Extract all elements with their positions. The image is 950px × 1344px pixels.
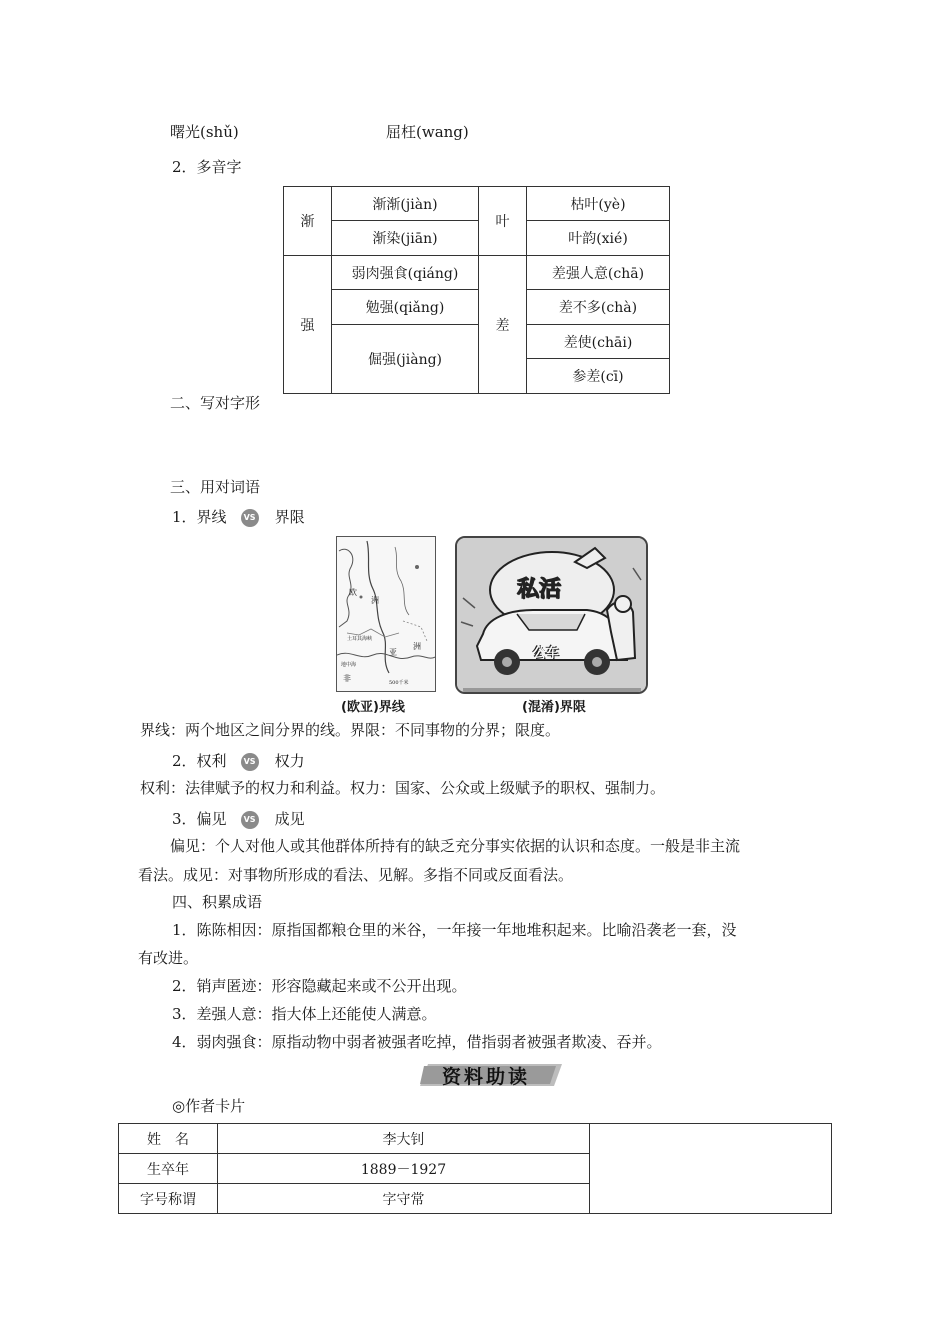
vs-icon: VS [241,509,259,527]
pair-1-b: 界限 [274,508,305,526]
definition-1: 界线：两个地区之间分界的线。界限：不同事物的分界；限度。 [140,721,561,739]
caption-cartoon: (混淆)界限 [522,700,586,715]
value-years: 1889－1927 [218,1154,590,1184]
map-label-europe: 欧 [349,588,357,597]
europe-asia-map-image [336,536,436,692]
map-label-dizhonghai: 地中海 [341,662,357,668]
definition-3-line-1: 偏见：个人对他人或其他群体所持有的缺乏充分事实依据的认识和态度。一般是非主流 [170,837,741,855]
idiom-3: 3．差强人意：指大体上还能使人满意。 [172,1005,437,1023]
map-label-tuerqi: 土耳其海峡 [347,636,373,642]
author-card-title: ◎作者卡片 [172,1097,246,1115]
idiom-1-line-1: 1．陈陈相因：原指国都粮仓里的米谷，一年接一年地堆积起来。比喻沿袭老一套，没 [172,921,737,939]
value-style: 字守常 [218,1184,590,1214]
portrait-cell [590,1124,832,1214]
map-label-ya: 亚 [389,648,397,657]
heading-idioms: 四、积累成语 [172,893,263,911]
section-polyphone-heading: 2．多音字 [172,158,242,176]
cell-jian-1: 渐渐(jiàn) [332,187,479,221]
cartoon-bag-text: 私活 [517,577,562,602]
map-label-scale: 500千米 [389,680,409,686]
reading-aid-banner [420,1060,562,1088]
pair-1-a: 界线 [196,508,227,526]
cell-qiang-1: 弱肉强食(qiáng) [332,256,479,290]
cell-jian-2: 渐染(jiān) [332,221,479,256]
map-label-zhou: 洲 [371,596,379,605]
idiom-4: 4．弱肉强食：原指动物中弱者被强者吃掉，借指弱者被强者欺凌、吞并。 [172,1033,662,1051]
label-style: 字号称谓 [119,1184,218,1214]
value-name: 李大钊 [218,1124,590,1154]
cartoon-car-text: 公车 [533,646,560,661]
cell-cha-4: 参差(cī) [527,359,670,394]
cell-cha-2: 差不多(chà) [527,290,670,325]
pair-1 [172,507,305,527]
char-cha: 差 [479,256,527,394]
cell-ye-1: 枯叶(yè) [527,187,670,221]
vs-icon: VS [241,811,259,829]
definition-2: 权利：法律赋予的权力和利益。权力：国家、公众或上级赋予的职权、强制力。 [140,779,666,797]
char-qiang: 强 [284,256,332,394]
cell-cha-1: 差强人意(chā) [527,256,670,290]
definition-3-line-2: 看法。成见：对事物所形成的看法、见解。多指不同或反面看法。 [138,866,574,884]
word-shuguang: 曙光(shǔ) [170,123,239,141]
banner-title: 资料助读 [442,1066,531,1088]
cell-qiang-3: 倔强(jiàng) [332,325,479,394]
cartoon-drawing [457,538,646,692]
idiom-1-line-2: 有改进。 [138,949,199,967]
author-card-table [118,1123,832,1214]
polyphone-table [283,186,670,394]
pair-2-a: 权利 [196,752,227,770]
cartoon-image [455,536,648,694]
pair-3-a: 偏见 [196,810,227,828]
char-ye: 叶 [479,187,527,256]
pair-1-num: 1． [172,508,197,526]
pair-2-num: 2． [172,752,197,770]
map-label-fei: 非 [343,674,351,683]
label-years: 生卒年 [119,1154,218,1184]
cell-ye-2: 叶韵(xié) [527,221,670,256]
word-quwang: 屈枉(wang) [386,123,469,141]
idiom-2: 2．销声匿迹：形容隐藏起来或不公开出现。 [172,977,467,995]
pair-2 [172,751,305,771]
cell-cha-3: 差使(chāi) [527,325,670,359]
label-name: 姓 名 [119,1124,218,1154]
pair-2-b: 权力 [274,752,305,770]
map-label-zhou2: 洲 [413,642,421,651]
cell-qiang-2: 勉强(qiǎng) [332,290,479,325]
char-jian: 渐 [284,187,332,256]
vs-icon: VS [241,753,259,771]
heading-usage: 三、用对词语 [170,478,261,496]
caption-map: (欧亚)界线 [341,700,405,715]
pair-3 [172,809,305,829]
pair-3-num: 3． [172,810,197,828]
heading-spelling: 二、写对字形 [170,394,261,412]
pair-3-b: 成见 [274,810,305,828]
